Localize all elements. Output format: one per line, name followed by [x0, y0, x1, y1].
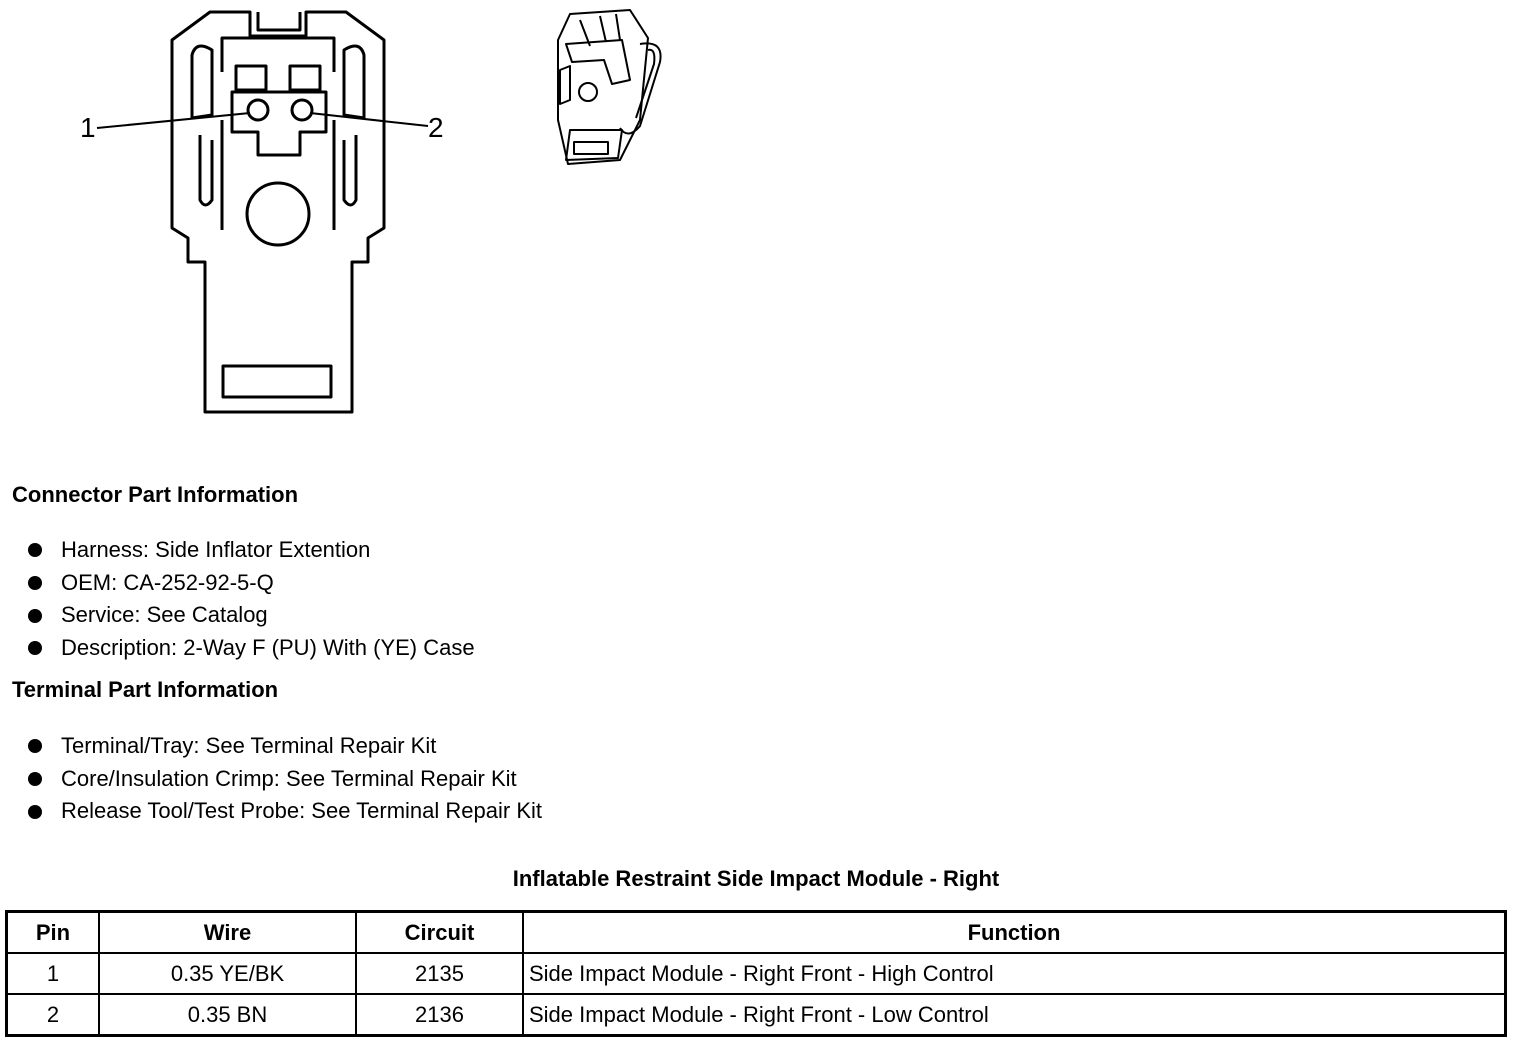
table-row — [7, 994, 1506, 1036]
list-item-text: OEM: CA-252-92-5-Q — [61, 569, 274, 595]
header-function: Function — [523, 912, 1506, 954]
connector-part-info-heading: Connector Part Information — [12, 482, 299, 507]
cell-pin: 1 — [7, 953, 100, 994]
list-item — [28, 795, 542, 828]
header-wire: Wire — [99, 912, 356, 954]
list-item — [28, 534, 475, 567]
cell-pin: 2 — [7, 994, 100, 1036]
cell-function: Side Impact Module - Right Front - Low Control — [523, 994, 1506, 1036]
connector-face-diagram — [0, 0, 700, 430]
list-item-text: Core/Insulation Crimp: See Terminal Repair Kit — [61, 765, 517, 791]
pinout-table — [5, 910, 1507, 1037]
terminal-part-info-list — [28, 730, 542, 828]
terminal-part-info-heading: Terminal Part Information — [12, 677, 279, 702]
list-item-text: Terminal/Tray: See Terminal Repair Kit — [61, 733, 437, 758]
bullet-icon — [28, 609, 42, 623]
pin-label-1: 1 — [80, 112, 96, 143]
bullet-icon — [28, 739, 42, 753]
list-item-text: Release Tool/Test Probe: See Terminal Repair Kit — [61, 798, 542, 824]
bullet-icon — [28, 576, 42, 590]
pin-label-2: 2 — [428, 112, 444, 143]
header-circuit: Circuit — [356, 912, 523, 954]
table-row — [7, 953, 1506, 994]
connector-part-info-list — [28, 534, 475, 665]
bullet-icon — [28, 641, 42, 655]
cell-function: Side Impact Module - Right Front - High Control — [523, 953, 1506, 994]
cell-wire: 0.35 YE/BK — [99, 953, 356, 994]
table-header-row — [7, 912, 1506, 954]
cell-wire: 0.35 BN — [99, 994, 356, 1036]
list-item — [28, 763, 542, 796]
list-item — [28, 599, 475, 632]
list-item-text: Description: 2-Way F (PU) With (YE) Case — [61, 635, 475, 661]
cell-circuit: 2135 — [356, 953, 523, 994]
bullet-icon — [28, 805, 42, 819]
list-item — [28, 567, 475, 600]
list-item-text: Harness: Side Inflator Extention — [61, 537, 371, 562]
cell-circuit: 2136 — [356, 994, 523, 1036]
list-item — [28, 730, 542, 763]
header-pin: Pin — [7, 912, 100, 954]
list-item — [28, 632, 475, 665]
bullet-icon — [28, 772, 42, 786]
list-item-text: Service: See Catalog — [61, 602, 268, 628]
bullet-icon — [28, 543, 42, 557]
table-title: Inflatable Restraint Side Impact Module - Right — [512, 866, 1000, 891]
